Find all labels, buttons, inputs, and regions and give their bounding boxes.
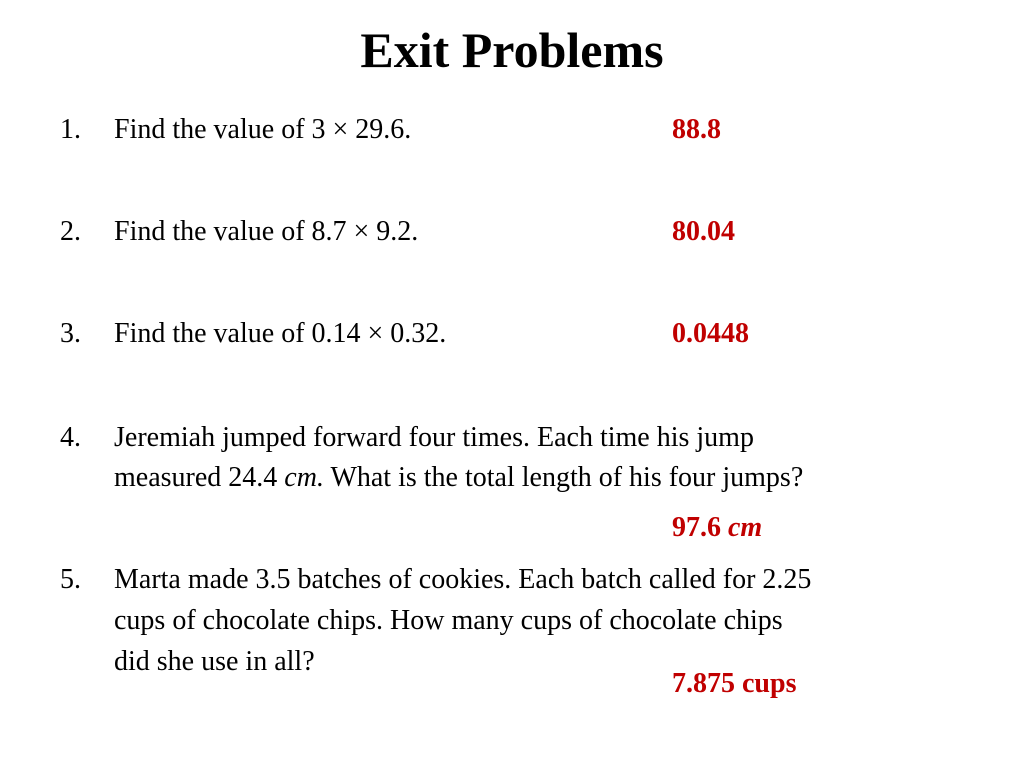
problem-text-line-1: Jeremiah jumped forward four times. Each time his jump	[114, 422, 754, 453]
text-segment: What is the total length of his four jumps?	[323, 462, 804, 493]
problem-text-line-2: cups of chocolate chips. How many cups of chocolate chips	[114, 605, 783, 636]
problem-text: Find the value of 3 × 29.6.	[114, 114, 412, 145]
problem-number: 2.	[60, 216, 81, 247]
problem-number: 1.	[60, 114, 81, 145]
answer-4	[672, 508, 762, 548]
unit-text: cm.	[284, 462, 324, 493]
answer-value: 97.6	[672, 512, 728, 543]
problem-number: 4.	[60, 422, 81, 453]
problem-text-line-2	[114, 458, 803, 498]
problem-text-line-3: did she use in all?	[114, 646, 315, 677]
answer-5: 7.875 cups	[672, 668, 797, 699]
answer-3: 0.0448	[672, 318, 749, 349]
page-title: Exit Problems	[360, 22, 664, 78]
answer-unit: cm	[728, 512, 763, 543]
problem-text-line-1: Marta made 3.5 batches of cookies. Each batch called for 2.25	[114, 564, 812, 595]
answer-2: 80.04	[672, 216, 735, 247]
text-segment: measured 24.4	[114, 462, 285, 493]
problem-text: Find the value of 8.7 × 9.2.	[114, 216, 419, 247]
problem-text: Find the value of 0.14 × 0.32.	[114, 318, 447, 349]
answer-1: 88.8	[672, 114, 721, 145]
problem-number: 5.	[60, 564, 81, 595]
problem-number: 3.	[60, 318, 81, 349]
